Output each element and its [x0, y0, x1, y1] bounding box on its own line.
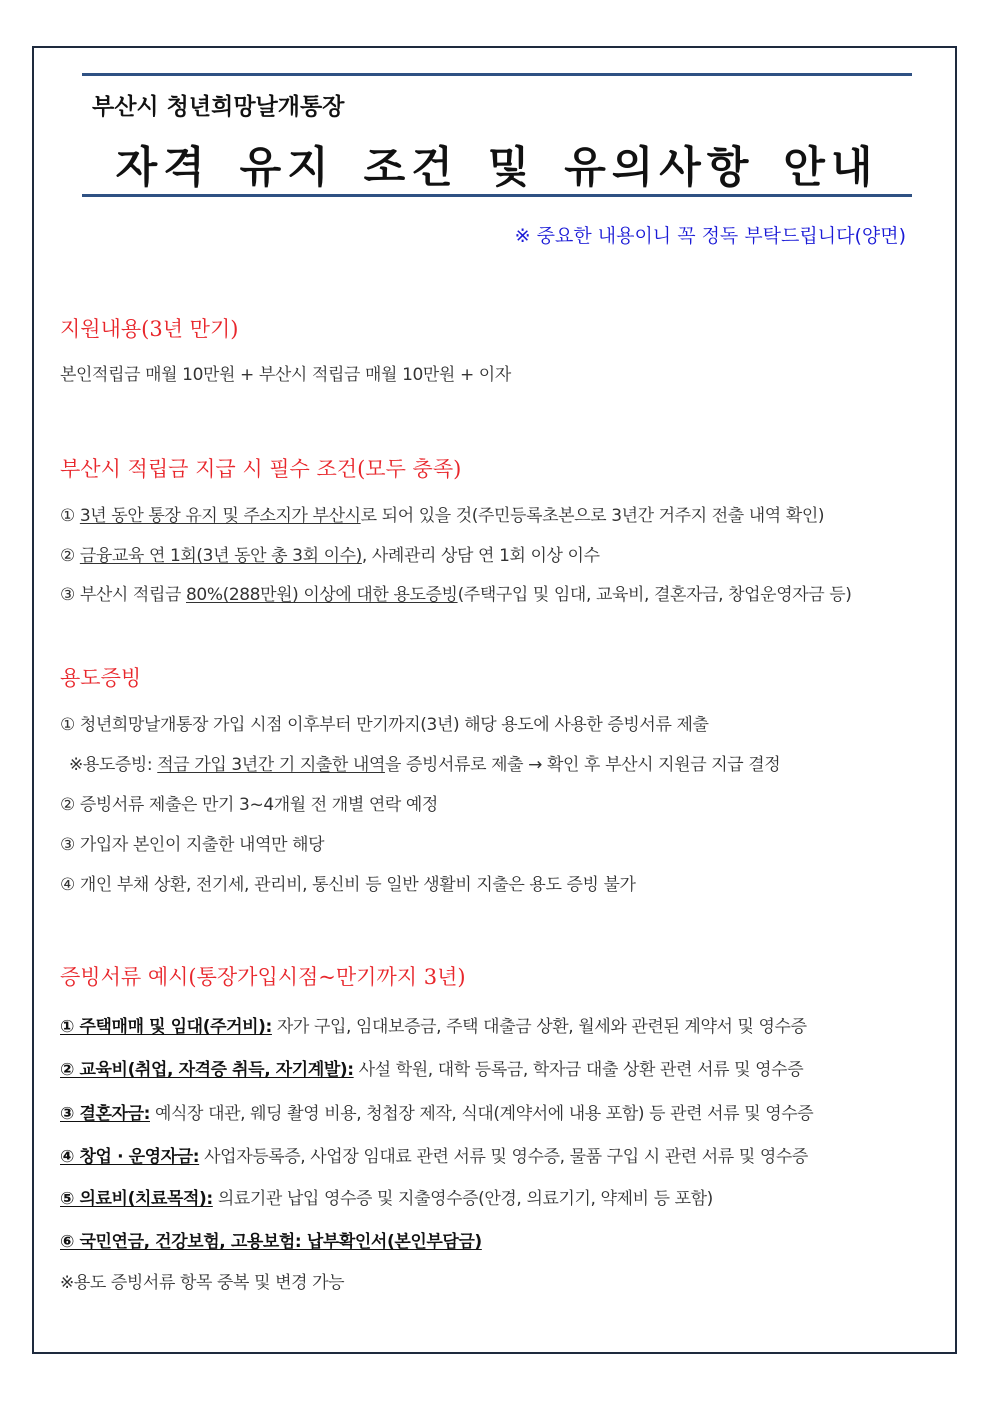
usage-note-key: 적금 가입 3년간 기 지출한 내역: [157, 755, 385, 775]
requirement-item-1: [60, 501, 824, 526]
requirements-heading: 부산시 적립금 지급 시 필수 조건(모두 충족): [60, 457, 462, 481]
example-item-5: [60, 1184, 713, 1209]
support-text: 본인적립금 매월 10만원 + 부산시 적립금 매월 10만원 + 이자: [60, 365, 511, 385]
usage-note: [69, 750, 780, 775]
support-heading: 지원내용(3년 만기): [60, 317, 239, 341]
header-top-rule: [82, 73, 912, 76]
requirement-item-3: [60, 580, 852, 605]
example-text: 예식장 대관, 웨딩 촬영 비용, 청첩장 제작, 식대(계약서에 내용 포함) 등 관련 서류 및 영수증: [150, 1104, 814, 1124]
examples-footnote: ※용도 증빙서류 항목 중복 및 변경 가능: [60, 1273, 345, 1293]
example-item-6: [60, 1227, 482, 1252]
usage-item-3: ③ 가입자 본인이 지출한 내역만 해당: [60, 835, 325, 855]
usage-item-2: ② 증빙서류 제출은 만기 3~4개월 전 개별 연락 예정: [60, 795, 438, 815]
requirement-rest: 로 되어 있을 것(주민등록초본으로 3년간 거주지 전출 내역 확인): [360, 506, 825, 526]
examples-heading: 증빙서류 예시(통장가입시점~만기까지 3년): [60, 965, 466, 989]
example-text: 사설 학원, 대학 등록금, 학자금 대출 상환 관련 서류 및 영수증: [353, 1060, 804, 1080]
example-text: 의료기관 납입 영수증 및 지출영수증(안경, 의료기기, 약제비 등 포함): [212, 1189, 713, 1209]
requirement-key: 80%(288만원) 이상에 대한 용도증빙: [186, 585, 458, 605]
usage-note-rest: 을 증빙서류로 제출 → 확인 후 부산시 지원금 지급 결정: [384, 755, 781, 775]
requirement-item-2: [60, 541, 600, 566]
requirement-rest: , 사례관리 상담 연 1회 이상 이수: [361, 546, 600, 566]
requirement-rest: (주택구입 및 임대, 교육비, 결혼자금, 창업운영자금 등): [457, 585, 852, 605]
usage-item-1: ① 청년희망날개통장 가입 시점 이후부터 만기까지(3년) 해당 용도에 사용한 증빙서류 제출: [60, 715, 709, 735]
requirement-num: ①: [60, 506, 80, 526]
example-label: ③ 결혼자금:: [60, 1104, 150, 1124]
requirement-num: ③: [60, 585, 80, 605]
usage-note-pre: ※용도증빙:: [69, 755, 158, 775]
example-text: 사업자등록증, 사업장 임대료 관련 서류 및 영수증, 물품 구입 시 관련 서류 및 영수증: [199, 1147, 808, 1167]
requirement-key: 금융교육 연 1회(3년 동안 총 3회 이수): [79, 546, 362, 566]
example-label: ⑤ 의료비(치료목적):: [60, 1189, 213, 1209]
read-carefully-notice: ※ 중요한 내용이니 꼭 정독 부탁드립니다(양면): [514, 225, 906, 247]
example-item-3: [60, 1099, 813, 1124]
example-item-4: [60, 1142, 808, 1167]
example-item-1: [60, 1012, 807, 1037]
requirement-key: 3년 동안 통장 유지 및 주소지가 부산시: [79, 506, 361, 526]
org-title: 부산시 청년희망날개통장: [92, 94, 345, 120]
requirement-pre: 부산시 적립금: [79, 585, 186, 605]
usage-heading: 용도증빙: [60, 666, 142, 690]
example-label: ⑥ 국민연금, 건강보험, 고용보험: 납부확인서(본인부담금): [60, 1232, 482, 1252]
example-label: ④ 창업 · 운영자금:: [60, 1147, 200, 1167]
example-item-2: [60, 1055, 803, 1080]
requirement-num: ②: [60, 546, 80, 566]
usage-item-4: ④ 개인 부채 상환, 전기세, 관리비, 통신비 등 일반 생활비 지출은 용도 증빙 불가: [60, 875, 636, 895]
example-label: ① 주택매매 및 임대(주거비):: [60, 1017, 272, 1037]
example-text: 자가 구입, 임대보증금, 주택 대출금 상환, 월세와 관련된 계약서 및 영수증: [271, 1017, 807, 1037]
header-bottom-rule: [82, 194, 912, 197]
page-title: 자격 유지 조건 및 유의사항 안내: [115, 143, 879, 193]
example-label: ② 교육비(취업, 자격증 취득, 자기계발):: [60, 1060, 354, 1080]
